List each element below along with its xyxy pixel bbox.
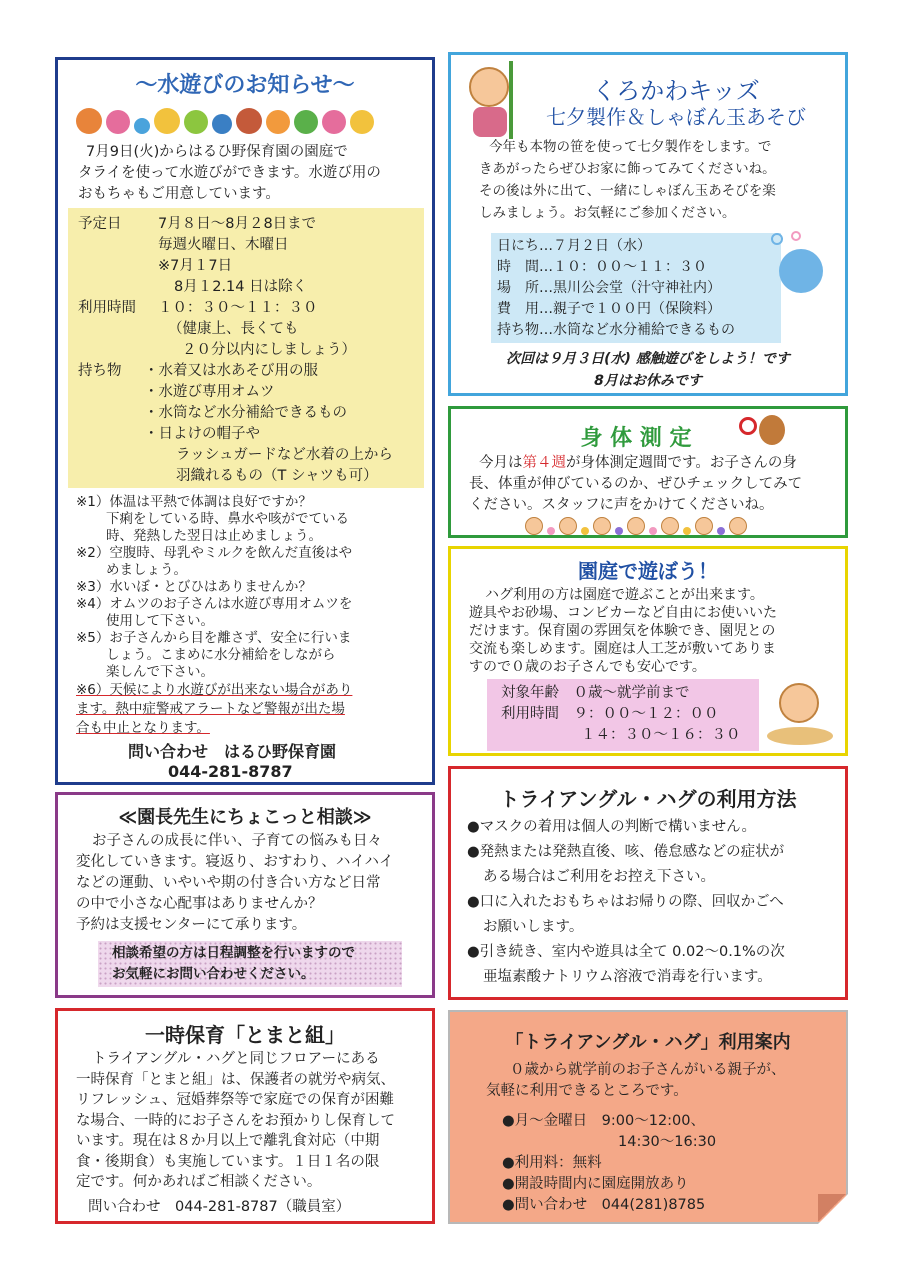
water-play-section — [55, 57, 435, 785]
garden-body-line: ハグ利用の方は園庭で遊ぶことが出来ます。 — [485, 587, 764, 603]
garden-hours-1: 利用時間 ９：００～１２：００ — [501, 706, 719, 722]
water-info-value: ラッシュガードなど水着の上から — [176, 447, 393, 463]
flower-icon — [649, 527, 657, 535]
rules-item: ●口に入れたおもちゃはお帰りの際、回収かごへ — [467, 894, 784, 910]
water-note-line: めましょう。 — [106, 562, 187, 578]
kids-body-line: きあがったらぜひお家に飾ってみてくださいね。 — [479, 161, 776, 177]
baby-faces-icons — [525, 517, 751, 535]
water-note-line: 下痢をしている時、鼻水や咳がでている — [106, 511, 349, 527]
water-info-value: ・水遊び専用オムツ — [144, 384, 275, 400]
kids-body-line: しみましょう。お気軽にご参加ください。 — [479, 205, 736, 221]
tomato-body-line: います。現在は８か月以上で離乳食対応（中期 — [76, 1133, 380, 1149]
water-contact: 問い合わせ はるひ野保育園 — [128, 742, 337, 761]
guide-title: 「トライアングル・ハグ」利用案内 — [505, 1032, 791, 1053]
water-note-line: ※5）お子さんから目を離さず、安全に行いま — [76, 630, 352, 646]
rules-item: ●発熱または発熱直後、咳、倦怠感などの症状が — [467, 844, 785, 860]
child-icon — [266, 110, 290, 134]
water-intro-2: タライを使って水遊びができます。水遊び用の — [78, 165, 381, 181]
children-icons — [76, 100, 416, 134]
page-curl-fold — [818, 1194, 846, 1222]
director-body-line: などの運動、いやいや期の付き合い方など日常 — [76, 875, 381, 891]
garden-play-section — [448, 546, 848, 756]
water-info-value: ※7月１7日 — [158, 258, 233, 274]
director-body-line: 変化していきます。寝返り、おすわり、ハイハイ — [76, 854, 394, 870]
child-icon — [106, 110, 130, 134]
kids-body-line: 今年も本物の笹を使って七夕製作をします。で — [489, 139, 772, 155]
ball-icon — [134, 118, 150, 134]
tomato-body-line: 食・後期食）も実施しています。１日１名の限 — [76, 1153, 380, 1170]
flower-icon — [717, 527, 725, 535]
water-intro-3: おもちゃもご用意しています。 — [78, 186, 280, 202]
water-note6-line: ※6）天候により水遊びが出来ない場合があり — [76, 682, 353, 698]
kids-next: 次回は９月３日(水) 感触遊びをしよう！です — [506, 351, 790, 367]
child-icon — [350, 110, 374, 134]
water-note-line: 楽しんで下さい。 — [106, 664, 214, 680]
baby-face-icon — [661, 517, 679, 535]
water-info-label: 持ち物 — [78, 363, 122, 379]
garden-hours-2: １４：３０～１６：３０ — [581, 727, 741, 743]
child-icon — [322, 110, 346, 134]
water-note-line: しょう。こまめに水分補給をしながら — [106, 647, 336, 663]
rules-title: トライアングル・ハグの利用方法 — [499, 787, 797, 811]
director-body-line: お子さんの成長に伴い、子育ての悩みも日々 — [92, 833, 382, 849]
water-info-value: （健康上、長くても — [168, 321, 299, 337]
guide-item: 14:30～16:30 — [618, 1134, 717, 1150]
flower-icon — [581, 527, 589, 535]
kids-info-line: 場 所…黒川公会堂（汁守神社内） — [497, 280, 721, 296]
guide-item: ●利用料：無料 — [502, 1155, 602, 1171]
flower-icon — [615, 527, 623, 535]
sandbox-child-icon — [767, 683, 833, 749]
tomato-body-line: リフレッシュ、冠婚葬祭等で家庭での保育が困難 — [76, 1092, 394, 1108]
water-note-line: ※3）水いぼ・とびひはありませんか？ — [76, 579, 312, 595]
director-title: ≪園長先生にちょこっと相談≫ — [118, 807, 372, 828]
watering-can-icon — [212, 114, 232, 134]
kids-info-line: 費 用…親子で１００円（保険料） — [497, 301, 721, 317]
guide-body-1: ０歳から就学前のお子さんがいる親子が、 — [510, 1062, 786, 1078]
body-measure-section — [448, 406, 848, 538]
measure-line-2: 長、体重が伸びているのか、ぜひチェックしてみて — [469, 476, 803, 492]
flower-icon — [683, 527, 691, 535]
baby-face-icon — [627, 517, 645, 535]
baby-face-icon — [559, 517, 577, 535]
water-note6-line: 合も中止となります。 — [76, 720, 210, 736]
garden-body-line: 交流も楽しめます。園庭は人工芝が敷いてありま — [469, 641, 776, 657]
garden-title: 園庭で遊ぼう！ — [578, 559, 718, 583]
water-info-label: 予定日 — [78, 216, 122, 232]
water-note-line: ※1）体温は平熱で体調は良好ですか？ — [76, 494, 312, 510]
director-consult-section — [55, 792, 435, 998]
tomato-body-line: な場合、一時的にお子さんをお預かりし保育して — [76, 1112, 395, 1129]
usage-guide-section — [448, 1010, 848, 1224]
water-info-value: ２０分以内にしましょう） — [182, 342, 356, 358]
water-note-line: ※4）オムツのお子さんは水遊び専用オムツを — [76, 596, 353, 612]
water-note-line: 使用して下さい。 — [106, 613, 214, 629]
usage-rules-section — [448, 766, 848, 1000]
child-icon — [236, 108, 262, 134]
tomato-body-line: トライアングル・ハグと同じフロアーにある — [92, 1051, 380, 1067]
water-info-value: 7月８日～8月２8日まで — [158, 216, 317, 232]
water-info-value: ・水着又は水あそび用の服 — [144, 363, 318, 379]
water-phone: 044-281-8787 — [168, 762, 293, 781]
tomato-body-line: 定です。何かあればご相談ください。 — [76, 1174, 322, 1190]
garden-body-line: 遊具やお砂場、コンビカーなど自由にお使いいた — [469, 605, 777, 621]
water-info-label: 利用時間 — [78, 300, 136, 316]
kids-info-line: 時 間…１０：００～１１：３０ — [497, 259, 707, 275]
measure-title: 身 体 測 定 — [580, 426, 692, 451]
director-body-line: の中で小さな心配事はありませんか？ — [76, 896, 323, 912]
measure-week-highlight: 第４週 — [522, 455, 566, 471]
child-icon — [154, 108, 180, 134]
rules-item: ●マスクの着用は個人の判断で構いません。 — [467, 819, 757, 835]
child-icon — [294, 110, 318, 134]
water-info-value: ・水筒など水分補給できるもの — [144, 405, 347, 421]
tomato-section — [55, 1008, 435, 1224]
rules-item: ある場合はご利用をお控え下さい。 — [483, 869, 715, 885]
director-body-line: 予約は支援センターにて承ります。 — [76, 917, 307, 933]
baby-face-icon — [729, 517, 747, 535]
tomato-contact: 問い合わせ 044-281-8787（職員室） — [88, 1199, 351, 1215]
baby-face-icon — [525, 517, 543, 535]
water-play-title: ～水遊びのお知らせ～ — [135, 73, 355, 98]
rules-item: ●引き続き、室内や遊具は全て 0.02～0.1%の次 — [467, 944, 785, 960]
kids-info-line: 日にち…７月２日（水） — [497, 238, 651, 254]
rules-item: 亜塩素酸ナトリウム溶液で消毒を行います。 — [483, 969, 772, 985]
water-info-value: １０：３０～１１：３０ — [158, 300, 318, 316]
director-note-2: お気軽にお問い合わせください。 — [112, 966, 315, 982]
water-info-value: ・日よけの帽子や — [144, 426, 260, 442]
tomato-body-line: 一時保育「とまと組」は、保護者の就労や病気、 — [76, 1071, 395, 1088]
guide-body-2: 気軽に利用できるところです。 — [486, 1083, 688, 1099]
water-note-line: 時、発熱した翌日は止めましょう。 — [106, 528, 322, 544]
kids-info-line: 持ち物…水筒など水分補給できるもの — [497, 322, 735, 338]
flower-icon — [547, 527, 555, 535]
water-note6-line: ます。熱中症警戒アラートなど警報が出た場 — [76, 701, 345, 717]
elephant-icon — [769, 231, 839, 301]
guide-item: ●月～金曜日 9:00～12:00、 — [502, 1113, 705, 1129]
child-icon — [184, 110, 208, 134]
water-info-value: 8月１2.14 日は除く — [174, 279, 308, 295]
garden-age: 対象年齢 ０歳～就学前まで — [501, 685, 690, 701]
water-info-box — [68, 208, 424, 488]
kids-body-line: その後は外に出て、一緒にしゃぼん玉あそびを楽 — [479, 183, 776, 199]
kids-no-august: 8月はお休みです — [594, 373, 702, 389]
kids-subtitle: 七夕製作＆しゃぼん玉あそび — [546, 105, 806, 129]
measure-line-3: ください。スタッフに声をかけてくださいね。 — [469, 497, 774, 513]
kurokawa-kids-section — [448, 52, 848, 396]
child-icon — [76, 108, 102, 134]
rules-item: お願いします。 — [483, 919, 584, 935]
baby-face-icon — [593, 517, 611, 535]
water-info-value: 毎週火曜日、木曜日 — [158, 237, 289, 253]
guide-item: ●問い合わせ 044(281)8785 — [502, 1197, 706, 1213]
kids-title: くろかわキッズ — [592, 77, 760, 105]
water-intro-1: 7月9日(火)からはるひ野保育園の園庭で — [86, 144, 348, 160]
tomato-title: 一時保育「とまと組」 — [145, 1023, 345, 1047]
director-note-1: 相談希望の方は日程調整を行いますので — [112, 945, 355, 961]
water-note-line: ※2）空腹時、母乳やミルクを飲んだ直後はや — [76, 545, 353, 561]
measure-line-1: 今月は第４週が身体測定週間です。お子さんの身 — [479, 455, 797, 471]
baby-face-icon — [695, 517, 713, 535]
water-info-value: 羽織れるもの（T シャツも可） — [176, 468, 378, 484]
garden-body-line: だけます。保育園の雰囲気を体験でき、園児との — [469, 623, 776, 639]
garden-body-line: すので０歳のお子さんでも安心です。 — [469, 659, 706, 675]
bear-scale-icon — [739, 413, 789, 451]
guide-item: ●開設時間内に園庭開放あり — [502, 1176, 689, 1192]
